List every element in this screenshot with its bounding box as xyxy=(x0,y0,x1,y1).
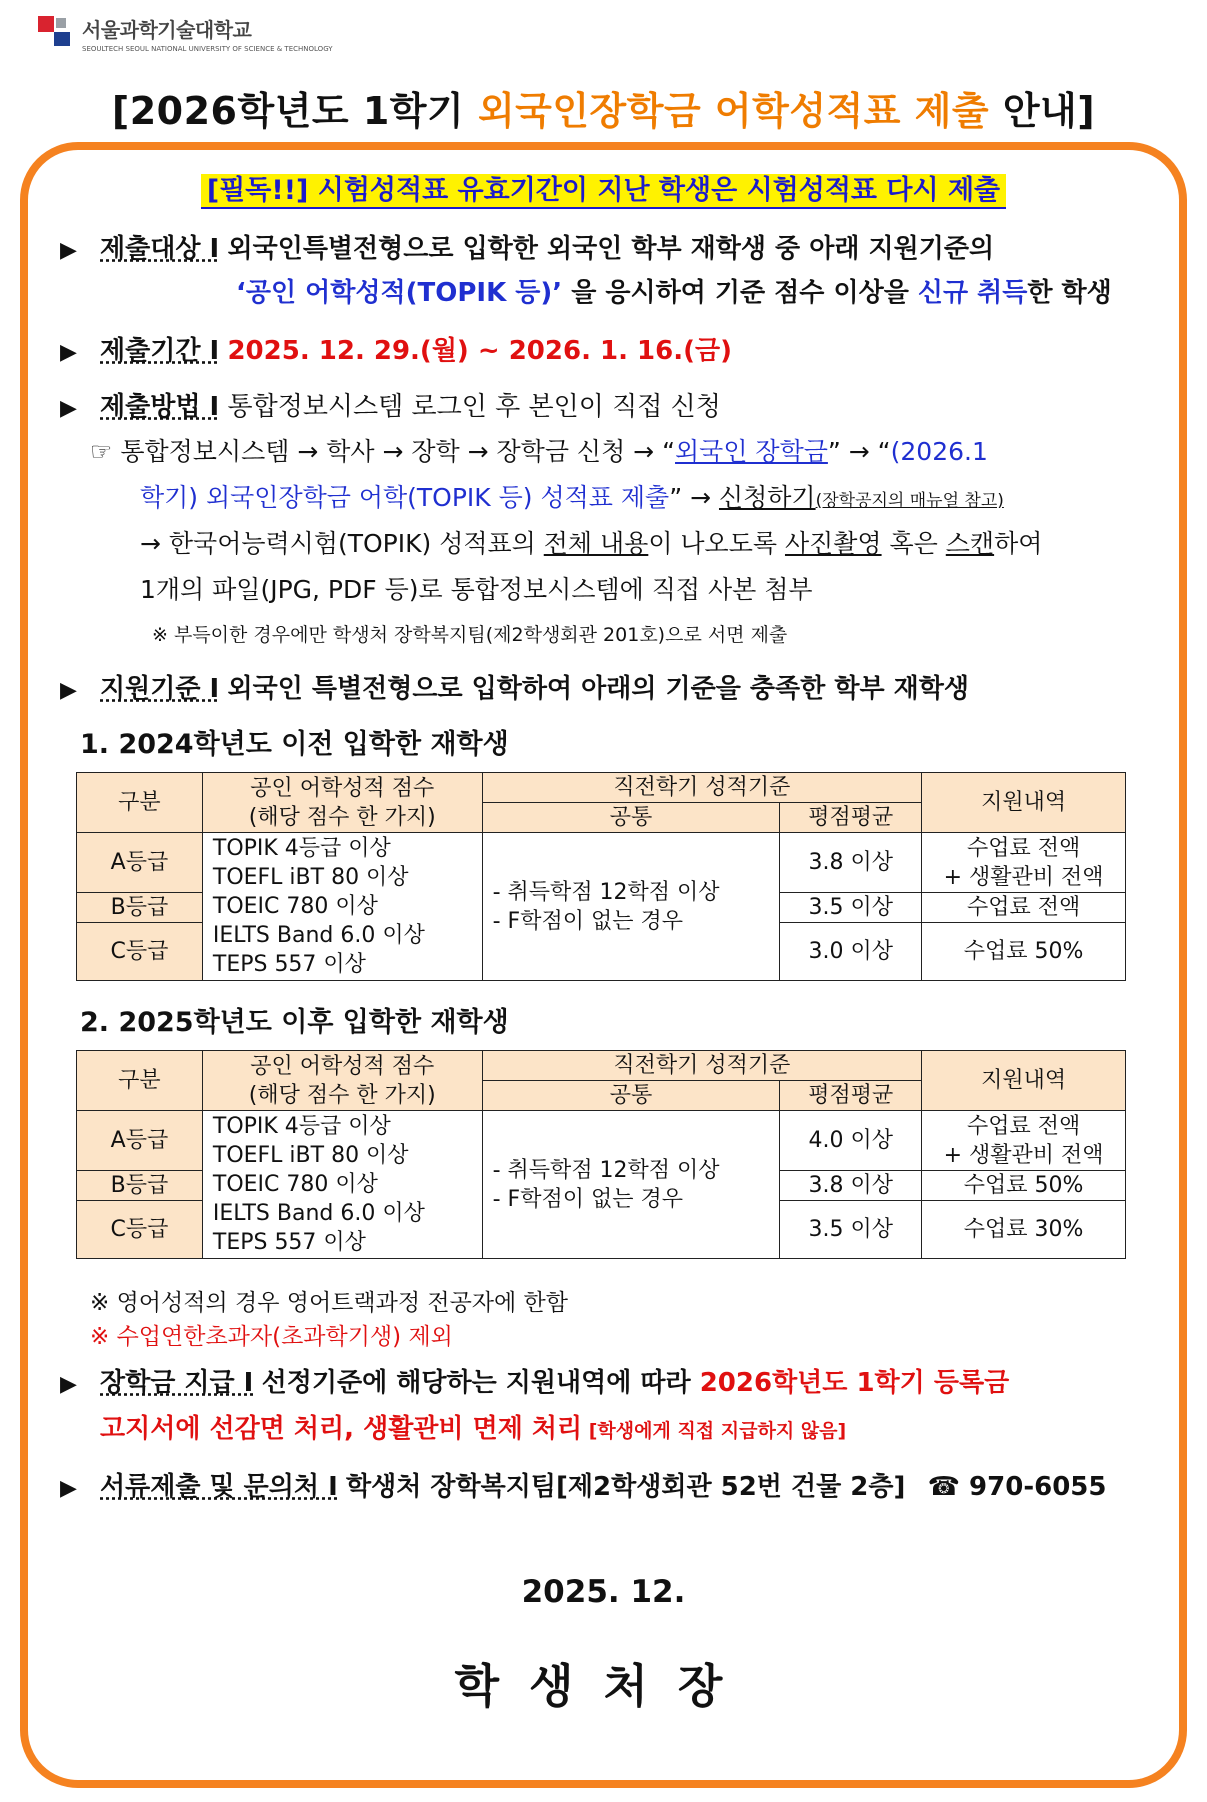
method-step2: 학기) 외국인장학금 어학(TOPIK 등) 성적표 제출” → 신청하기(장학공지의 매뉴얼 참고) xyxy=(140,483,1004,512)
period-section xyxy=(60,330,732,367)
note-excluded: ※ 수업연한초과자(초과학기생) 제외 xyxy=(90,1324,453,1350)
table-row: C등급 3.0 이상 수업료 50% xyxy=(77,923,1126,981)
target-line2: ‘공인 어학성적(TOPIK 등)’ 을 응시하여 기준 점수 이상을 신규 취득한 학생 xyxy=(236,278,1112,308)
contact-section: ▶ 서류제출 및 문의처 I 학생처 장학복지팀[제2학생회관 52번 건물 2층] ☎ 970-6055 xyxy=(60,1472,1107,1502)
university-emblem-icon xyxy=(38,14,78,48)
bullet-arrow-icon: ▶ xyxy=(60,396,77,421)
section2-title: 2. 2025학년도 이후 입학한 재학생 xyxy=(80,1007,509,1038)
method-step4: 1개의 파일(JPG, PDF 등)로 통합정보시스템에 직접 사본 첨부 xyxy=(140,575,813,604)
note-english: ※ 영어성적의 경우 영어트랙과정 전공자에 한함 xyxy=(90,1290,568,1316)
payment-label: 장학금 지급 I xyxy=(100,1368,254,1398)
notice-banner: [필독!!] 시험성적표 유효기간이 지난 학생은 시험성적표 다시 제출 xyxy=(0,168,1207,207)
contact-phone: ☎ 970-6055 xyxy=(927,1472,1107,1502)
table-row: A등급 TOPIK 4등급 이상 TOEFL iBT 80 이상 TOEIC 780 이상 IELTS Band 6.0 이상 TEPS 557 이상 - 취득학점 12학점 이상 - F학점이 없는 경우 3.8 이상 수업료 전액 + 생활관비 전액 xyxy=(77,833,1126,893)
table-row: B등급 3.8 이상 수업료 50% xyxy=(77,1171,1126,1201)
target-section: ▶ 제출대상 I 외국인특별전형으로 입학한 외국인 학부 재학생 중 아래 지원기준의 xyxy=(60,234,995,264)
title-highlight: 외국인장학금 어학성적표 제출 xyxy=(477,89,990,133)
contact-label: 서류제출 및 문의처 I xyxy=(100,1472,338,1502)
table-row: A등급 TOPIK 4등급 이상 TOEFL iBT 80 이상 TOEIC 780 이상 IELTS Band 6.0 이상 TEPS 557 이상 - 취득학점 12학점 이상 - F학점이 없는 경우 4.0 이상 수업료 전액 + 생활관비 전액 xyxy=(77,1111,1126,1171)
bullet-arrow-icon: ▶ xyxy=(60,340,77,365)
section1-title: 1. 2024학년도 이전 입학한 재학생 xyxy=(80,729,509,760)
table-row: B등급 3.5 이상 수업료 전액 xyxy=(77,893,1126,923)
payment-section: ▶ 장학금 지급 I 선정기준에 해당하는 지원내역에 따라 2026학년도 1학기 등록금 xyxy=(60,1368,1010,1398)
bullet-arrow-icon: ▶ xyxy=(60,1476,77,1501)
criteria-table-2025: 구분 공인 어학성적 점수 (해당 점수 한 가지) 직전학기 성적기준 지원내역 공통 평점평균 A등급 TOPIK 4등급 이상 TOEFL iBT 80 이상 TOEIC 780 이상 IELTS Band 6.0 이상 TEPS 557 이상 - 취득학점 12학점 이상 - F학점이 없는 경우 4.0 이상 수업료 전액 + 생활관비 전액 B등급 3.8 이상 수업료 50% C등급 3.5 이상 수업료 30% xyxy=(76,1050,1126,1259)
bullet-arrow-icon: ▶ xyxy=(60,238,77,263)
method-value: 통합정보시스템 로그인 후 본인이 직접 신청 xyxy=(227,392,721,422)
period-value: 2025. 12. 29.(월) ~ 2026. 1. 16.(금) xyxy=(227,336,732,366)
method-label: 제출방법 I xyxy=(100,392,220,422)
page-title: [2026학년도 1학기 외국인장학금 어학성적표 제출 안내] xyxy=(111,89,1096,133)
bullet-arrow-icon: ▶ xyxy=(60,678,77,703)
university-name-ko: 서울과학기술대학교 xyxy=(82,18,252,42)
table-row: C등급 3.5 이상 수업료 30% xyxy=(77,1201,1126,1259)
criteria-table-2024: 구분 공인 어학성적 점수 (해당 점수 한 가지) 직전학기 성적기준 지원내역 공통 평점평균 A등급 TOPIK 4등급 이상 TOEFL iBT 80 이상 TOEIC 780 이상 IELTS Band 6.0 이상 TEPS 557 이상 - 취득학점 12학점 이상 - F학점이 없는 경우 3.8 이상 수업료 전액 + 생활관비 전액 B등급 3.5 이상 수업료 전액 C등급 3.0 이상 수업료 50% xyxy=(76,772,1126,981)
method-step3: → 한국어능력시험(TOPIK) 성적표의 전체 내용이 나오도록 사진촬영 혹은 스캔하여 xyxy=(140,529,1043,558)
method-section xyxy=(60,386,721,423)
method-step1: ☞ 통합정보시스템 → 학사 → 장학 → 장학금 신청 → “외국인 장학금” → “(2026.1 xyxy=(90,437,988,466)
target-label: 제출대상 I xyxy=(100,234,220,264)
issue-date: 2025. 12. xyxy=(521,1574,686,1610)
bullet-arrow-icon: ▶ xyxy=(60,1372,77,1397)
payment-line2: 고지서에 선감면 처리, 생활관비 면제 처리 [학생에게 직접 지급하지 않음] xyxy=(100,1414,847,1444)
criteria-section: ▶ 지원기준 I 외국인 특별전형으로 입학하여 아래의 기준을 충족한 학부 재학생 xyxy=(60,674,969,704)
signature: 학생처장 xyxy=(454,1659,753,1713)
university-name-en: SEOULTECH SEOUL NATIONAL UNIVERSITY OF SCIENCE & TECHNOLOGY xyxy=(82,45,333,53)
method-note: ※ 부득이한 경우에만 학생처 장학복지팀(제2학생회관 201호)으로 서면 제출 xyxy=(152,624,788,646)
university-logo xyxy=(38,14,333,53)
criteria-label: 지원기준 I xyxy=(100,674,220,704)
period-label: 제출기간 I xyxy=(100,336,220,366)
